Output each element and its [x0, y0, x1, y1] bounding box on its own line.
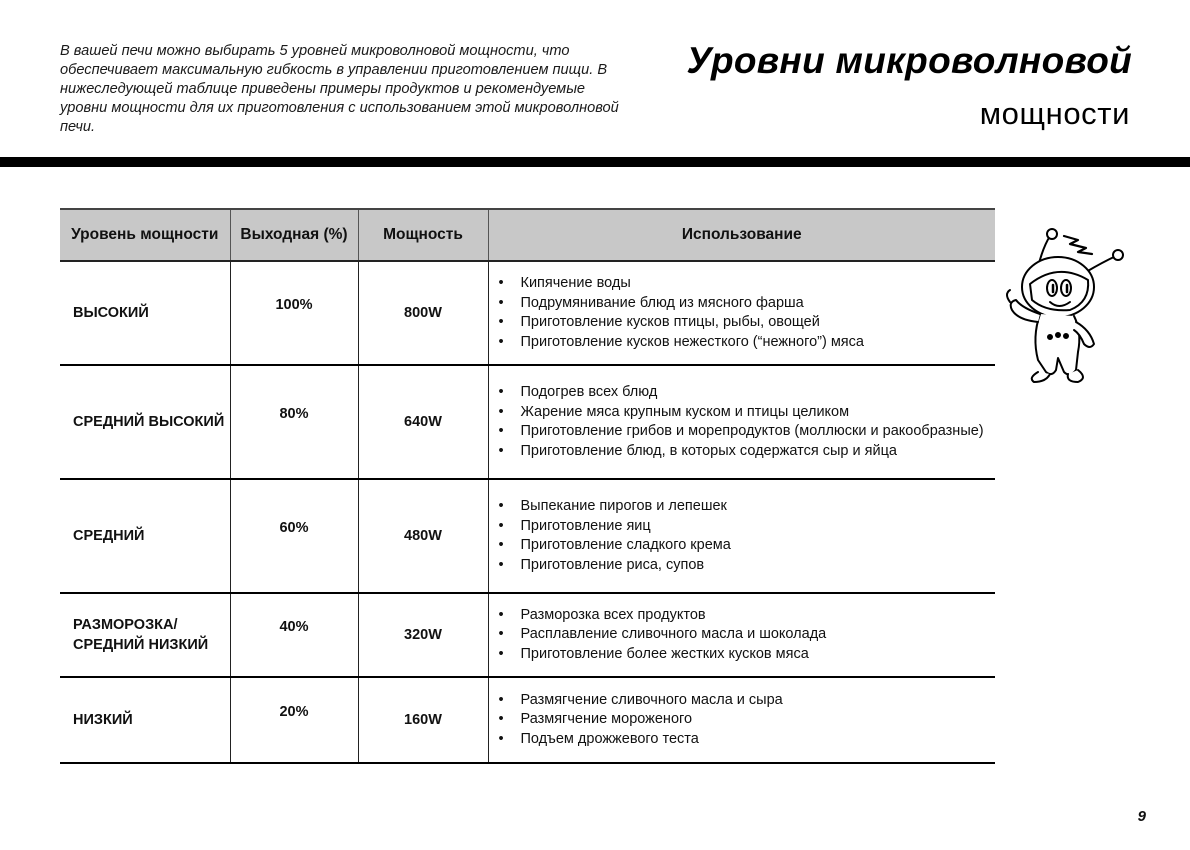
table-row — [60, 677, 995, 763]
usage-item: • Подъем дрожжевого теста — [499, 730, 996, 750]
usage-item: • Выпекание пирогов и лепешек — [499, 497, 996, 517]
intro-paragraph: В вашей печи можно выбирать 5 уровней микроволновой мощности, что обеспечивает максимальную гибкость в управлении приготовлением пищи. В нижеследующей таблице приведены примеры продуктов и рекомендуемые уровни мощности для их приготовления с использованием этой микроволновой печи. — [60, 43, 619, 135]
power-levels-table — [60, 208, 995, 764]
usage-cell — [488, 365, 995, 479]
output-value: 60% — [279, 520, 309, 536]
level-cell: СРЕДНИЙ ВЫСОКИЙ — [60, 365, 230, 479]
level-cell: ВЫСОКИЙ — [60, 261, 230, 365]
output-value: 40% — [279, 619, 309, 635]
usage-item: • Приготовление яиц — [499, 517, 996, 537]
table-header-row — [60, 209, 995, 261]
page-number: 9 — [1137, 808, 1146, 825]
usage-item: • Приготовление блюд, в которых содержатся сыр и яйца — [499, 442, 996, 462]
output-cell — [230, 365, 358, 479]
usage-cell — [488, 593, 995, 677]
usage-cell — [488, 479, 995, 593]
mascot-illustration — [998, 222, 1128, 387]
usage-list — [499, 274, 996, 352]
power-cell: 160W — [358, 677, 488, 763]
power-cell: 640W — [358, 365, 488, 479]
header-output: Выходная (%) — [230, 209, 358, 261]
output-value: 80% — [279, 406, 309, 422]
table-row — [60, 593, 995, 677]
level-cell: НИЗКИЙ — [60, 677, 230, 763]
header-usage: Использование — [488, 209, 995, 261]
usage-cell — [488, 261, 995, 365]
header-divider — [0, 157, 1190, 167]
usage-item: • Размягчение мороженого — [499, 710, 996, 730]
output-cell — [230, 677, 358, 763]
usage-list — [499, 691, 996, 750]
usage-cell — [488, 677, 995, 763]
page-subtitle: мощности — [979, 96, 1130, 131]
output-cell — [230, 479, 358, 593]
power-cell: 480W — [358, 479, 488, 593]
usage-item: • Жарение мяса крупным куском и птицы целиком — [499, 403, 996, 423]
table-row — [60, 479, 995, 593]
usage-item: • Приготовление кусков птицы, рыбы, овощей — [499, 313, 996, 333]
level-cell: СРЕДНИЙ — [60, 479, 230, 593]
table-row — [60, 365, 995, 479]
usage-item: • Подрумянивание блюд из мясного фарша — [499, 294, 996, 314]
usage-item: • Расплавление сливочного масла и шоколада — [499, 625, 996, 645]
output-cell — [230, 261, 358, 365]
page-title: Уровни микроволновой — [686, 40, 1132, 81]
header-power: Мощность — [358, 209, 488, 261]
usage-item: • Разморозка всех продуктов — [499, 606, 996, 626]
usage-item: • Подогрев всех блюд — [499, 383, 996, 403]
usage-list — [499, 497, 996, 575]
output-cell — [230, 593, 358, 677]
usage-list — [499, 606, 996, 665]
output-value: 20% — [279, 704, 309, 720]
usage-item: • Приготовление кусков нежесткого (“нежного”) мяса — [499, 333, 996, 353]
usage-list — [499, 383, 996, 461]
usage-item: • Приготовление сладкого крема — [499, 536, 996, 556]
table-row — [60, 261, 995, 365]
usage-item: • Приготовление более жестких кусков мяса — [499, 645, 996, 665]
power-cell: 320W — [358, 593, 488, 677]
header-level: Уровень мощности — [60, 209, 230, 261]
level-cell: РАЗМОРОЗКА/ СРЕДНИЙ НИЗКИЙ — [60, 593, 230, 677]
usage-item: • Приготовление грибов и морепродуктов (моллюски и ракообразные) — [499, 422, 996, 442]
usage-item: • Приготовление риса, супов — [499, 556, 996, 576]
output-value: 100% — [275, 297, 313, 313]
usage-item: • Кипячение воды — [499, 274, 996, 294]
power-cell: 800W — [358, 261, 488, 365]
usage-item: • Размягчение сливочного масла и сыра — [499, 691, 996, 711]
